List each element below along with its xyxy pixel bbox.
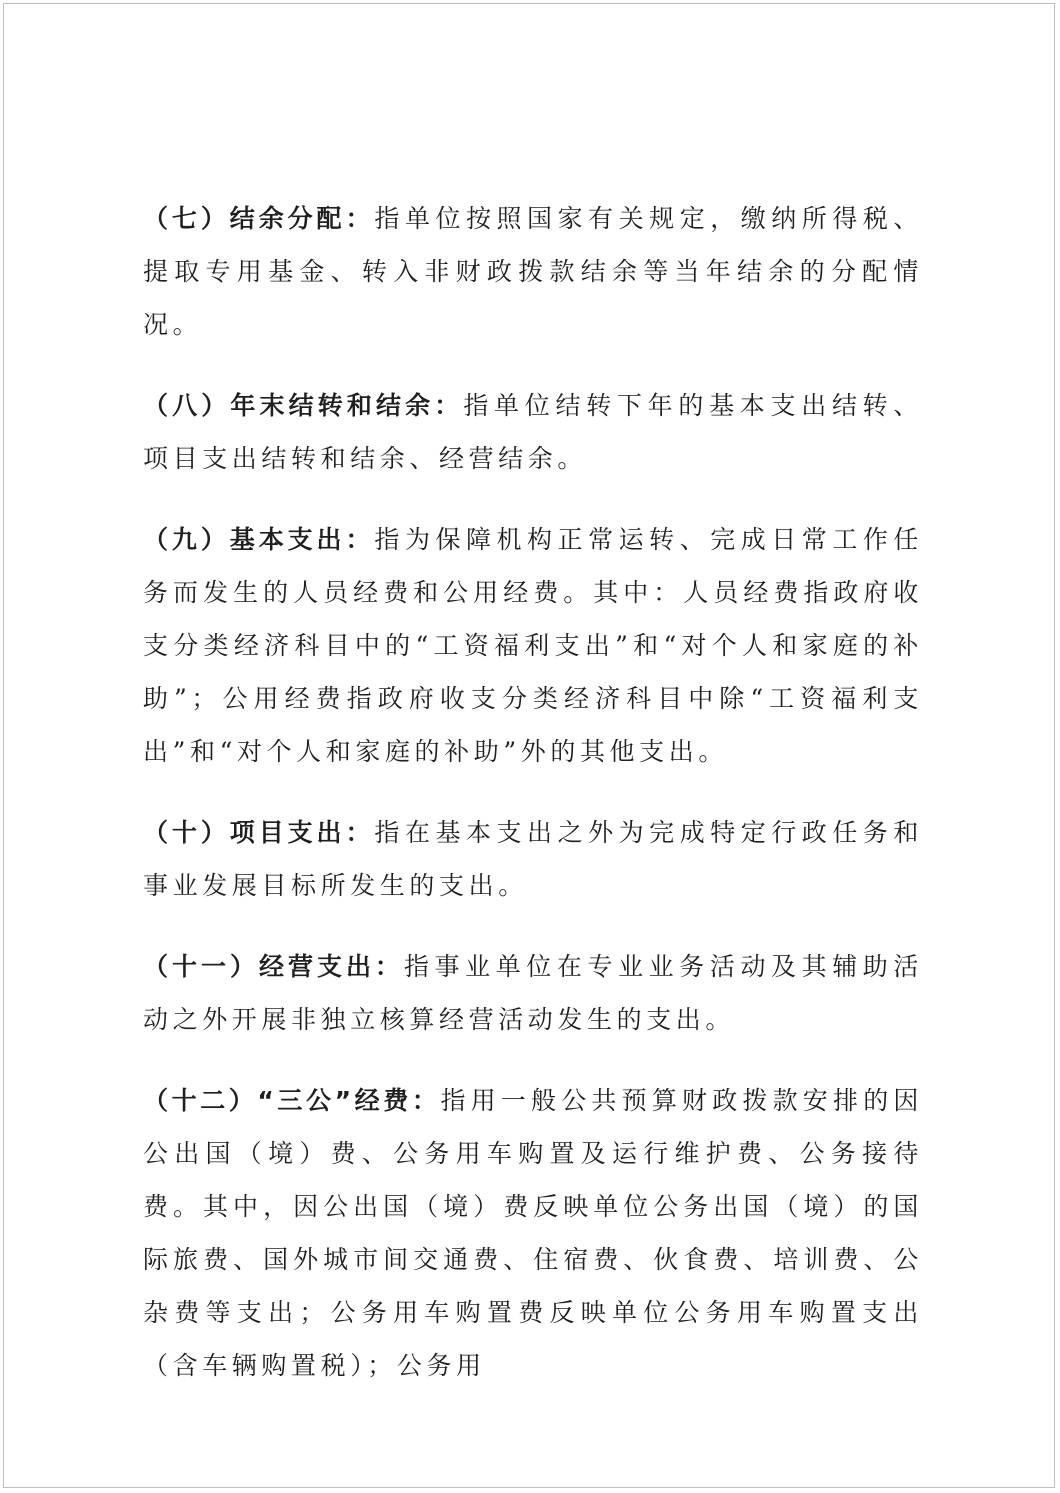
section-10-label: （十）项目支出： (143, 818, 375, 847)
section-8-label: （八）年末结转和结余： (143, 391, 464, 420)
section-11-text: 指事业单位在专业业务活动及其辅助活动之外开展非独立核算经营活动发生的支出。 (143, 952, 923, 1034)
section-9-text: 指为保障机构正常运转、完成日常工作任务而发生的人员经费和公用经费。其中：人员经费指政府收支分类经济科目中的“工资福利支出”和“对个人和家庭的补助”；公用经费指政府收支分类经济科目中除“工资福利支出”和“对个人和家庭的补助”外的其他支出。 (143, 525, 923, 766)
document-body (143, 192, 923, 1420)
section-8 (143, 379, 923, 485)
section-12-text: 指用一般公共预算财政拨款安排的因公出国（境）费、公务用车购置及运行维护费、公务接待费。其中，因公出国（境）费反映单位公务出国（境）的国际旅费、国外城市间交通费、住宿费、伙食费、培训费、公杂费等支出；公务用车购置费反映单位公务用车购置支出（含车辆购置税）；公务用 (143, 1086, 923, 1380)
section-12 (143, 1074, 923, 1392)
section-7-label: （七）结余分配： (143, 204, 375, 233)
section-8-text: 指单位结转下年的基本支出结转、项目支出结转和结余、经营结余。 (143, 391, 923, 473)
section-7 (143, 192, 923, 351)
section-11 (143, 940, 923, 1046)
section-7-text: 指单位按照国家有关规定，缴纳所得税、提取专用基金、转入非财政拨款结余等当年结余的分配情况。 (143, 204, 923, 339)
section-12-label: （十二）“三公”经费： (143, 1086, 441, 1115)
section-9-label: （九）基本支出： (143, 525, 375, 554)
section-10 (143, 806, 923, 912)
section-9 (143, 513, 923, 778)
section-10-text: 指在基本支出之外为完成特定行政任务和事业发展目标所发生的支出。 (143, 818, 923, 900)
section-11-label: （十一）经营支出： (143, 952, 404, 981)
